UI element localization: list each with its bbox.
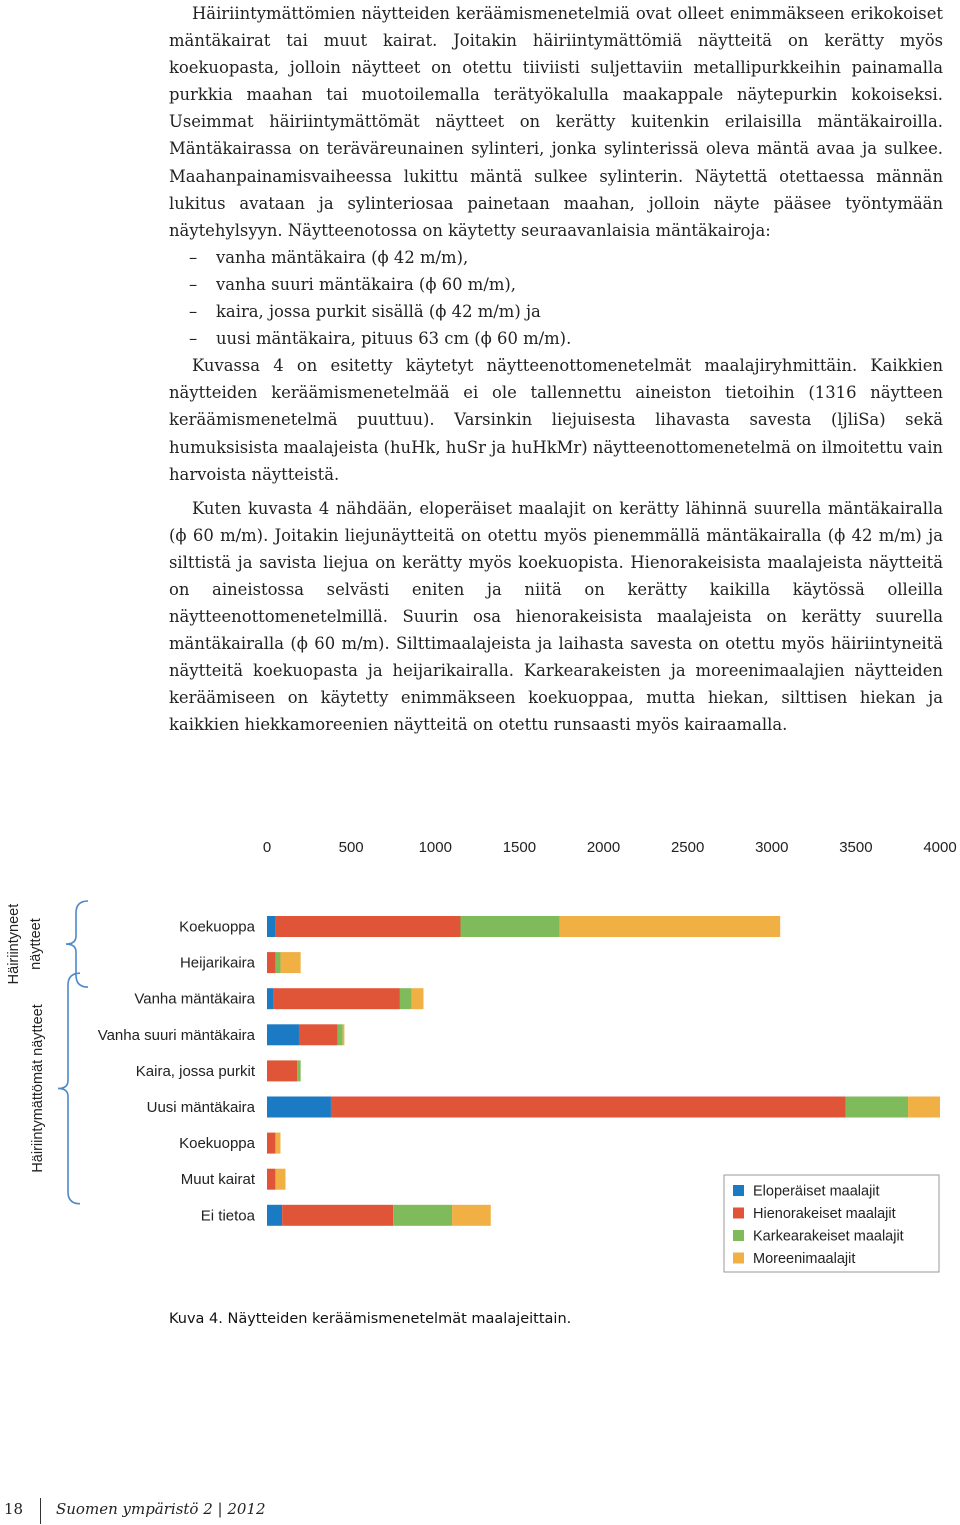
legend-label: Hienorakeiset maalajit xyxy=(753,1206,896,1222)
list-item: – vanha mäntäkaira (ϕ 42 m/m), xyxy=(169,244,943,271)
x-tick-label: 2500 xyxy=(670,839,705,856)
bar-segment xyxy=(282,1205,393,1226)
legend-swatch xyxy=(733,1230,744,1241)
paragraph-1: Häiriintymättömien näytteiden keräämismenetelmiä ovat olleet enimmäkseen erikokoiset mäntäkairat tai muut kairat. Joitakin häiriintymättömiä näytteitä on kerätty myös koekuopasta, jolloin näytteet on otettu tiiviisti suljettaviin metallipurkkeihin painamalla purkkia maahan tai muotoilemalla terätyökalulla maakappale näytepurkin kokoiseksi. Useimmat häiriintymättömät näytteet on kerätty kuitenkin erilaisilla mäntäkairoilla. Mäntäkairassa on teräväreunainen sylinteri, jonka sylinterissä oleva mäntä avaa ja sulkee. Maahanpainamisvaiheessa lukittu mäntä sulkee sylinterin. Näytettä otettaessa männän lukitus avataan ja sylinteriosaa painetaan maahan, jolloin näyte pääsee työntymään näytehylsyyn. Näytteenotossa on käytetty seuraavanlaisia mäntäkairoja: xyxy=(169,4,943,240)
bar-segment xyxy=(908,1097,940,1118)
bar-segment xyxy=(331,1097,846,1118)
category-label: Vanha mäntäkaira xyxy=(134,990,255,1008)
category-label: Ei tietoa xyxy=(200,1207,255,1225)
bar-segment xyxy=(267,1097,331,1118)
bar-segment xyxy=(267,988,274,1009)
category-label: Vanha suuri mäntäkaira xyxy=(97,1026,255,1044)
category-label: Koekuoppa xyxy=(179,1135,255,1153)
paragraph-2: Kuvassa 4 on esitetty käytetyt näytteenottomenetelmät maalajiryhmittäin. Kaikkien näytteiden keräämismenetelmää ei ole tallennettu aineiston tietoihin (1316 näytteen keräämismenetelmä puuttuu). Varsinkin liejuisesta lihavasta savesta (ljliSa) sekä humuksisista maalajeista (huHk, huSr ja huHkMr) näytteenottomenetelmä on ilmoitettu vain harvoista näytteistä. xyxy=(169,356,943,484)
legend-swatch xyxy=(733,1253,744,1264)
x-tick-label: 500 xyxy=(338,839,364,856)
bar-segment xyxy=(560,916,780,937)
bar-segment xyxy=(267,1024,299,1045)
legend-label: Moreenimaalajit xyxy=(753,1251,856,1267)
group-label: Häiriintyneet xyxy=(6,903,22,985)
bar-segment xyxy=(267,1169,275,1190)
figure-caption: Kuva 4. Näytteiden keräämismenetelmät maalajeittain. xyxy=(169,1311,572,1327)
bar-segment xyxy=(275,1133,280,1154)
bar-segment xyxy=(452,1205,491,1226)
x-tick-label: 3000 xyxy=(755,839,789,856)
bar-segment xyxy=(400,988,412,1009)
body-text xyxy=(169,0,943,739)
x-tick-label: 2000 xyxy=(586,839,621,856)
bar-segment xyxy=(275,916,460,937)
page-number: 18 xyxy=(4,1500,24,1518)
group-brace xyxy=(58,973,80,1203)
bar-segment xyxy=(275,1169,285,1190)
bar-segment xyxy=(412,988,424,1009)
bar-segment xyxy=(275,952,280,973)
list-item: – uusi mäntäkaira, pituus 63 cm (ϕ 60 m/m). xyxy=(169,325,943,352)
group-label: näytteet xyxy=(28,918,44,970)
category-label: Koekuoppa xyxy=(179,918,255,936)
legend-swatch xyxy=(733,1185,744,1196)
corer-list xyxy=(169,244,943,352)
x-tick-label: 3500 xyxy=(839,839,873,856)
bar-segment xyxy=(267,916,275,937)
bar-segment xyxy=(267,1060,297,1081)
paragraph-3: Kuten kuvasta 4 nähdään, eloperäiset maalajit on kerätty lähinnä suurella mäntäkairalla (ϕ 60 m/m). Joitakin liejunäytteitä on otettu myös pienemmällä mäntäkairalla (ϕ 42 m/m) ja silttistä ja savista liejua on kerätty myös koekuopista. Hienorakeisista maalajeista näytteitä on aineistossa selvästi eniten ja niitä on kerätty kaikilla käytössä olleilla näytteenottomenetelmillä. Suurin osa hienorakeisista maalajeista on kerätty suurella mäntäkairalla (ϕ 60 m/m). Silttimaalajeista ja laihasta savesta on otettu myös häiriintyneitä näytteitä koekuopasta ja heijarikairalla. Karkearakeisten ja moreenimaalajien näytteiden keräämiseen on käytetty enimmäkseen koekuoppaa, mutta hiekan, silttisen hiekan ja kaikkien hiekkamoreenien näytteitä on otettu runsaasti myös kairaamalla. xyxy=(169,498,943,735)
bar-segment xyxy=(299,1024,338,1045)
bar-chart xyxy=(0,820,960,1290)
x-tick-label: 4000 xyxy=(923,839,957,856)
bar-segment xyxy=(280,952,300,973)
bar-segment xyxy=(297,1060,300,1081)
group-label: Häiriintymättömät näytteet xyxy=(30,1004,46,1173)
bar-segment xyxy=(338,1024,343,1045)
x-tick-label: 0 xyxy=(262,839,272,856)
category-label: Kaira, jossa purkit xyxy=(135,1062,255,1080)
list-item: – kaira, jossa purkit sisällä (ϕ 42 m/m) ja xyxy=(169,298,943,325)
list-item: – vanha suuri mäntäkaira (ϕ 60 m/m), xyxy=(169,271,943,298)
legend-swatch xyxy=(733,1208,744,1219)
legend-label: Karkearakeiset maalajit xyxy=(753,1228,904,1245)
bar-segment xyxy=(343,1024,345,1045)
page-footer xyxy=(0,1500,400,1524)
publication-title: Suomen ympäristö 2 | 2012 xyxy=(56,1500,266,1518)
bar-segment xyxy=(460,916,559,937)
footer-divider xyxy=(40,1498,41,1524)
category-label: Muut kairat xyxy=(180,1171,255,1189)
x-tick-label: 1000 xyxy=(418,839,452,856)
legend-label: Eloperäiset maalajit xyxy=(753,1183,880,1200)
category-label: Uusi mäntäkaira xyxy=(146,1099,255,1116)
bar-segment xyxy=(267,1205,282,1226)
bar-segment xyxy=(267,1133,275,1154)
bar-segment xyxy=(274,988,400,1009)
category-label: Heijarikaira xyxy=(179,954,255,972)
bar-segment xyxy=(267,952,275,973)
x-tick-label: 1500 xyxy=(502,839,537,856)
bar-segment xyxy=(393,1205,452,1226)
bar-segment xyxy=(846,1097,908,1118)
